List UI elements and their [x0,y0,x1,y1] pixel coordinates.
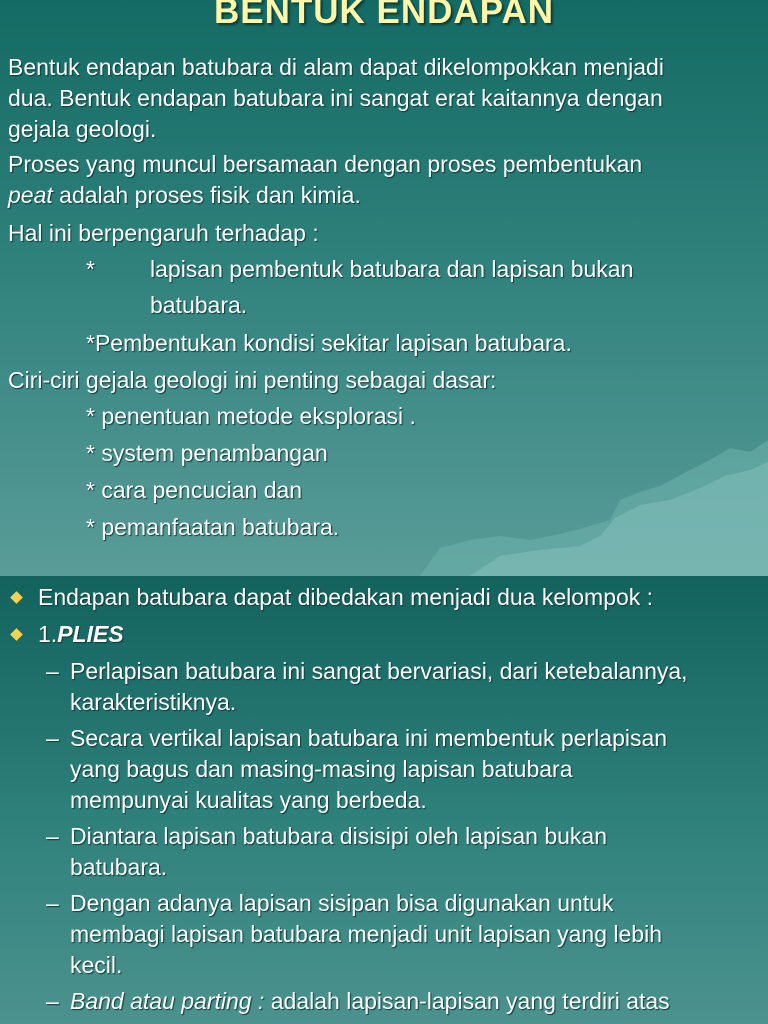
slide-title: BENTUK ENDAPAN [213,0,555,31]
influence-item-1-line-1: lapisan pembentuk batubara dan lapisan bukan [150,256,634,282]
dash-item-4-line-1: Dengan adanya lapisan sisipan bisa digunakan untuk [70,890,614,916]
diamond-bullet-icon [10,628,23,641]
slide-2 [0,576,768,1024]
dash-marker: – [46,988,59,1014]
dash-item-4 [46,888,613,919]
influence-item-2: *Pembentukan kondisi sekitar lapisan batubara. [86,330,572,356]
dash-marker: – [46,890,59,916]
diamond-bullet-icon [10,591,23,604]
characteristics-line: Ciri-ciri gejala geologi ini penting sebagai dasar: [8,367,497,393]
dash-marker: – [46,725,59,751]
dash-item-5-rest: adalah lapisan-lapisan yang terdiri atas [264,988,670,1014]
dash-item-3 [46,821,607,852]
dash-marker: – [46,823,59,849]
dash-item-3-line-2: batubara. [70,854,168,880]
bullet-item-1 [12,582,653,613]
list-item: * penentuan metode eksplorasi . [86,403,416,429]
list-item: * cara pencucian dan [86,477,303,503]
process-line-1: Proses yang muncul bersamaan dengan proses pembentukan [8,151,643,177]
star-marker: * [86,256,95,282]
dash-item-2-line-2: yang bagus dan masing-masing lapisan batubara [70,756,573,782]
intro-line-2: dua. Bentuk endapan batubara ini sangat erat kaitannya dengan [8,85,663,111]
influence-item-1-line-2: batubara. [150,292,248,318]
dash-item-4-line-2: membagi lapisan batubara menjadi unit lapisan yang lebih [70,921,662,947]
intro-line-3: gejala geologi. [8,116,157,142]
peat-term: peat [8,182,53,208]
dash-item-5 [46,986,670,1017]
dash-item-3-line-1: Diantara lapisan batubara disisipi oleh lapisan bukan [70,823,608,849]
dash-item-4-line-3: kecil. [70,952,123,978]
dash-item-2 [46,723,667,754]
dash-item-2-line-3: mempunyai kualitas yang berbeda. [70,787,427,813]
process-line-2 [8,180,361,211]
band-parting-term: Band atau parting : [70,988,265,1014]
bullet-item-2-number: 1. [38,621,58,647]
list-item: * pemanfaatan batubara. [86,514,340,540]
dash-marker: – [46,658,59,684]
dash-item-1 [46,656,688,687]
list-item: * system penambangan [86,440,328,466]
dash-item-1-line-2: karakteristiknya. [70,689,237,715]
bullet-item-1-text: Endapan batubara dapat dibedakan menjadi dua kelompok : [38,584,654,610]
dash-item-2-line-1: Secara vertikal lapisan batubara ini membentuk perlapisan [70,725,668,751]
dash-item-1-line-1: Perlapisan batubara ini sangat bervariasi, dari ketebalannya, [70,658,688,684]
bullet-item-2 [12,619,124,650]
influence-line: Hal ini berpengaruh terhadap : [8,220,319,246]
plies-heading: PLIES [57,621,124,647]
intro-line-1: Bentuk endapan batubara di alam dapat dikelompokkan menjadi [8,54,664,80]
process-line-2-rest: adalah proses fisik dan kimia. [52,182,361,208]
